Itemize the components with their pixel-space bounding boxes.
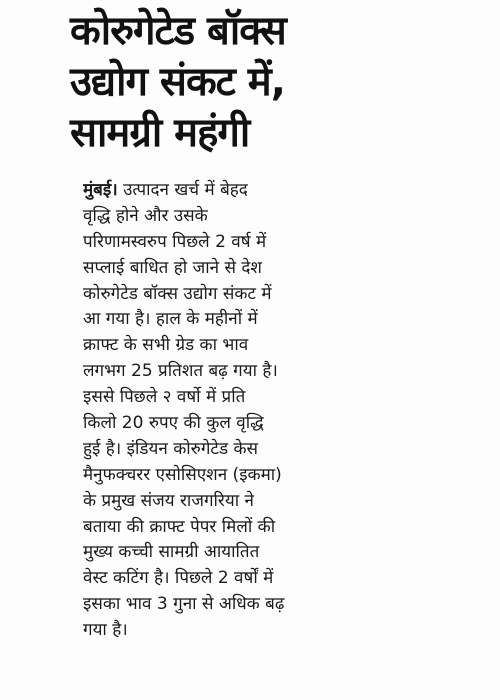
body-line: वेस्ट कटिंग है। पिछले 2 वर्षों में	[83, 568, 274, 589]
body-line: के प्रमुख संजय राजगरिया ने	[83, 490, 254, 511]
article-body	[83, 178, 383, 644]
headline-line: उद्योग संकट में,	[70, 59, 285, 105]
body-line: इससे पिछले २ वर्षो में प्रति	[83, 387, 246, 408]
body-line: आ गया है। हाल के महीनों में	[83, 309, 258, 330]
body-line: कोरुगेटेड बॉक्स उद्योग संकट में	[83, 283, 272, 304]
body-line: मुख्य कच्ची सामग्री आयातित	[83, 542, 260, 563]
dateline: मुंबई।	[83, 180, 118, 200]
body-line: मैनुफक्चरर एसोसिएशन (इकमा)	[83, 464, 282, 485]
body-line: गया है।	[83, 620, 128, 641]
body-line	[83, 178, 383, 204]
body-line-text: उत्पादन खर्च में बेहद	[117, 180, 248, 200]
headline	[70, 6, 490, 159]
body-line: बताया की क्राफ्ट पेपर मिलों की	[83, 516, 276, 537]
body-line: लगभग 25 प्रतिशत बढ़ गया है।	[83, 361, 278, 382]
body-line: सप्लाई बाधित हो जाने से देश	[83, 257, 262, 278]
headline-line: कोरुगेटेड बॉक्स	[70, 8, 286, 54]
body-line: क्राफ्ट के सभी ग्रेड का भाव	[83, 335, 249, 356]
body-line: इसका भाव 3 गुना से अधिक बढ़	[83, 594, 285, 615]
body-line: किलो 20 रुपए की कुल वृद्धि	[83, 413, 264, 434]
body-line: वृद्धि होने और उसके	[83, 205, 208, 226]
headline-line: सामग्री महंगी	[70, 110, 250, 156]
body-line: परिणामस्वरुप पिछले 2 वर्ष में	[83, 231, 267, 252]
body-line: हुई है। इंडियन कोरुगेटेड केस	[83, 438, 259, 459]
